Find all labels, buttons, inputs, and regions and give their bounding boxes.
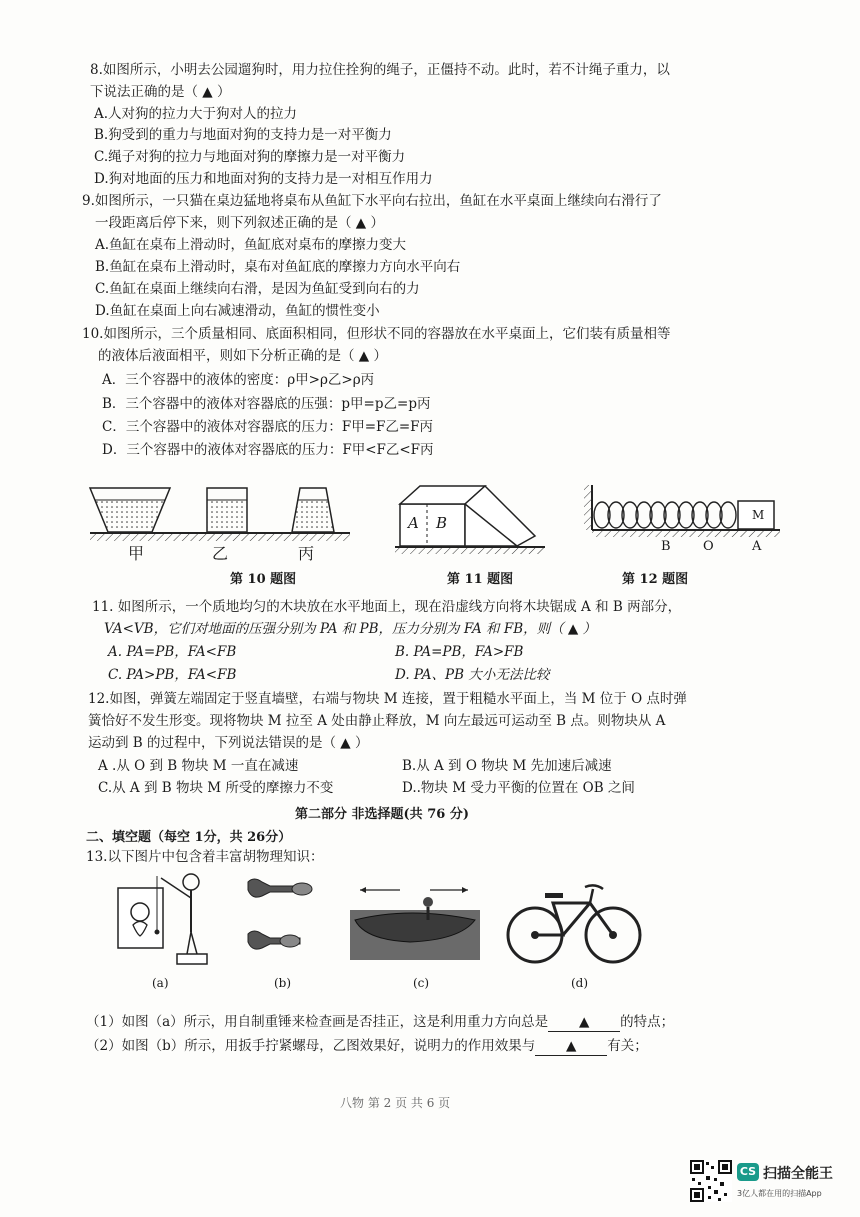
figure-11-block — [395, 484, 565, 554]
q8-option-b: B.狗受到的重力与地面对狗的支持力是一对平衡力 — [94, 127, 392, 143]
label-bing: 丙 — [298, 544, 315, 563]
q11-stem-line1: 11. 如图所示，一个质地均匀的木块放在水平地面上，现在沿虚线方向将木块锯成 A 和 B 两部分， — [92, 599, 682, 615]
liquid-bing — [292, 500, 334, 532]
label-point-b: B — [661, 539, 671, 554]
label-point-o: O — [703, 539, 714, 554]
q12-option-a: A .从 O 到 B 物块 M 一直在减速 — [98, 758, 299, 774]
label-yi: 乙 — [212, 544, 229, 563]
q13-subq1-blank[interactable]: ▲ — [548, 1013, 620, 1032]
q8-option-d: D.狗对地面的压力和地面对狗的支持力是一对相互作用力 — [94, 171, 433, 187]
q10-stem-line2: 的液体后液面相平，则如下分析正确的是（ ▲ ） — [98, 348, 387, 364]
q13-image-b-wrench — [240, 872, 320, 962]
q13-subq2-blank[interactable]: ▲ — [535, 1037, 607, 1056]
q13-subq2-text: （2）如图（b）所示，用扳手拧紧螺母，乙图效果好，说明力的作用效果与 — [86, 1038, 536, 1054]
part2-heading: 第二部分 非选择题(共 76 分) — [295, 807, 469, 822]
q12-option-c: C.从 A 到 B 物块 M 所受的摩擦力不变 — [98, 780, 334, 796]
q13-subq2 — [86, 1037, 648, 1056]
spring-coils — [594, 502, 736, 528]
q8-stem-line2: 下说法正确的是（ ▲ ） — [90, 84, 231, 100]
q13-subq2-end: 有关； — [607, 1038, 648, 1054]
q11-option-b: B. PA=PB，FA>FB — [395, 644, 524, 660]
q13-image-c-boats — [350, 880, 480, 965]
section2-heading: 二、填空题（每空 1分，共 26分） — [86, 830, 292, 845]
ground-hatch — [90, 534, 350, 541]
label-block-a: A — [408, 514, 419, 532]
q11-stem-line2: VA<VB，它们对地面的压强分别为 PA 和 PB，压力分别为 FA 和 FB，则（ ▲ ） — [104, 621, 597, 637]
q9-option-b: B.鱼缸在桌布上滑动时，桌布对鱼缸底的摩擦力方向水平向右 — [95, 259, 461, 275]
q8-option-c: C.绳子对狗的拉力与地面对狗的摩擦力是一对平衡力 — [94, 149, 406, 165]
q13-label-b: (b) — [274, 976, 292, 990]
q13-stem: 13.以下图片中包含着丰富胡物理知识： — [86, 849, 324, 865]
q12-option-b: B.从 A 到 O 物块 M 先加速后减速 — [402, 758, 612, 774]
page-footer: 八物 第 2 页 共 6 页 — [340, 1096, 451, 1110]
q9-stem-line2: 一段距离后停下来，则下列叙述正确的是（ ▲ ） — [95, 215, 384, 231]
q11-option-d: D. PA、PB 大小无法比较 — [395, 667, 550, 683]
block-slope — [465, 486, 535, 546]
q13-subq1 — [86, 1013, 674, 1032]
q9-option-d: D.鱼缸在桌面上向右减速滑动，鱼缸的惯性变小 — [95, 303, 380, 319]
q8-option-a: A.人对狗的拉力大于狗对人的拉力 — [94, 106, 298, 122]
q13-label-d: (d) — [571, 976, 589, 990]
q12-option-d: D..物块 M 受力平衡的位置在 OB 之间 — [402, 780, 635, 796]
q9-option-c: C.鱼缸在桌面上继续向右滑，是因为鱼缸受到向右的力 — [95, 281, 420, 297]
q9-stem-line1: 9.如图所示，一只猫在桌边猛地将桌布从鱼缸下水平向右拉出，鱼缸在水平桌面上继续向右滑行了 — [82, 193, 662, 209]
label-block-m: M — [752, 508, 765, 522]
q10-option-a: A．三个容器中的液体的密度：ρ甲>ρ乙>ρ丙 — [102, 372, 375, 388]
watermark-subtitle: 3亿人都在用的扫描App — [737, 1189, 822, 1198]
watermark-title: 扫描全能王 — [763, 1166, 833, 1182]
q11-option-a: A. PA=PB，FA<FB — [108, 644, 237, 660]
q13-image-d-bicycle — [505, 875, 645, 970]
q9-option-a: A.鱼缸在桌布上滑动时，鱼缸底对桌布的摩擦力变大 — [95, 237, 407, 253]
q13-label-c: (c) — [413, 976, 430, 990]
q13-label-a: (a) — [152, 976, 169, 990]
q13-subq1-end: 的特点； — [620, 1014, 675, 1030]
q10-stem-line1: 10.如图所示，三个质量相同、底面积相同，但形状不同的容器放在水平桌面上，它们装有质量相等 — [82, 326, 671, 342]
label-jia: 甲 — [128, 544, 145, 563]
q10-option-b: B．三个容器中的液体对容器底的压强：p甲=p乙=p丙 — [102, 396, 431, 412]
caption-fig11: 第 11 题图 — [447, 572, 514, 587]
liquid-yi — [207, 500, 247, 532]
q12-stem-line2: 簧恰好不发生形变。现将物块 M 拉至 A 处由静止释放，M 向左最远可运动至 B 点。则物块从 A — [88, 713, 666, 729]
q13-image-a-plumb — [115, 870, 215, 970]
figure-12-spring — [580, 485, 780, 555]
label-block-b: B — [436, 514, 448, 532]
caption-fig10: 第 10 题图 — [230, 572, 297, 587]
q10-option-c: C．三个容器中的液体对容器底的压力：F甲=F乙=F丙 — [102, 419, 434, 435]
camscanner-badge-icon: CS — [737, 1163, 759, 1181]
q8-stem-line1: 8.如图所示，小明去公园遛狗时，用力拉住拴狗的绳子，正僵持不动。此时，若不计绳子重力，以 — [90, 62, 670, 78]
qr-code-icon — [690, 1160, 732, 1202]
q12-stem-line1: 12.如图，弹簧左端固定于竖直墙壁，右端与物块 M 连接，置于粗糙水平面上，当 M 位于 O 点时弹 — [88, 691, 687, 707]
q12-stem-line3: 运动到 B 的过程中，下列说法错误的是（ ▲ ） — [88, 735, 369, 751]
q13-subq1-text: （1）如图（a）所示，用自制重锤来检查画是否挂正，这是利用重力方向总是 — [86, 1014, 549, 1030]
caption-fig12: 第 12 题图 — [622, 572, 689, 587]
label-point-a: A — [752, 539, 762, 554]
q10-option-d: D．三个容器中的液体对容器底的压力：F甲<F乙<F丙 — [102, 442, 434, 458]
q11-option-c: C. PA>PB，FA<FB — [108, 667, 237, 683]
